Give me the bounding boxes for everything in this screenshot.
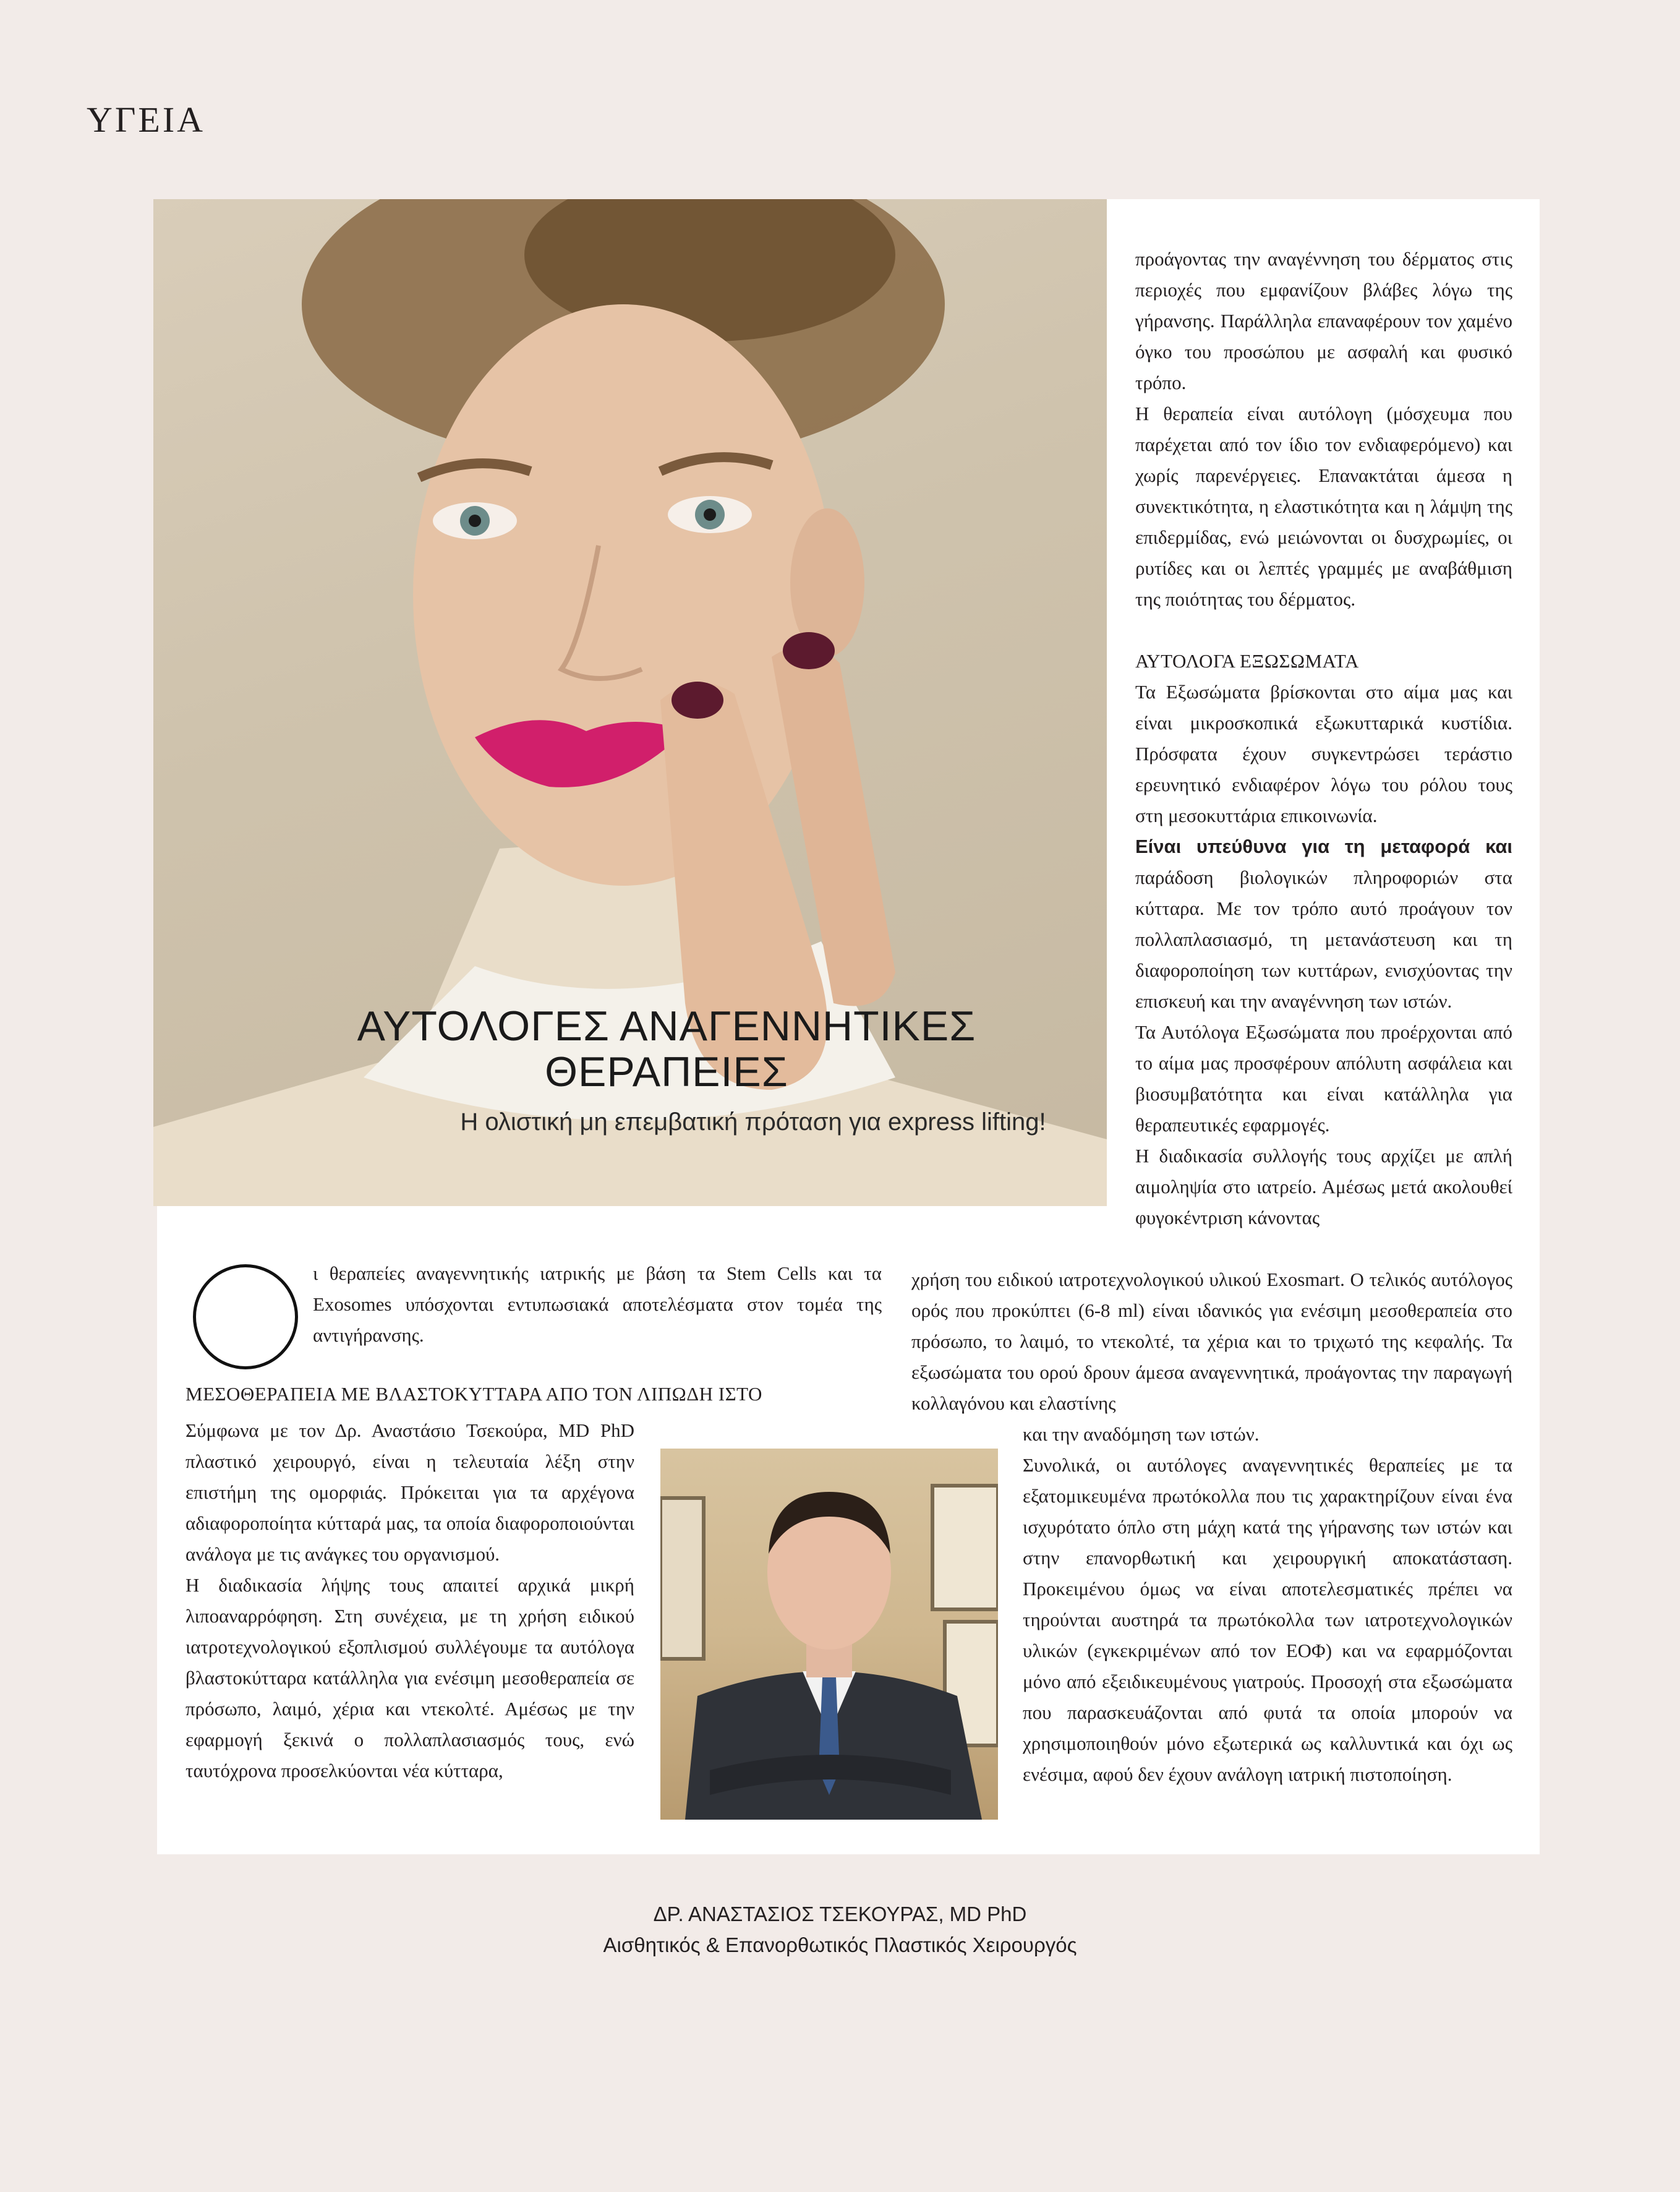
wide-column-lower — [1023, 1419, 1512, 1790]
right-column — [1135, 244, 1512, 1233]
left-paragraph-2: Η διαδικασία λήψης τους απαιτεί αρχικά μικρή λιποαναρρόφηση. Στη συνέχεια, με τη χρήση ειδικού ιατροτεχνολογικού εξοπλισμού συλλέγουμε τα αυτόλογα βλαστοκύτταρα κατάλληλα για ενέσιμη μεσοθεραπεία σε πρόσωπο, λαιμό, χέρια και ντεκολτέ. Αμέσως με την εφαρμογή ξεκινά ο πολλαπλασιασμός τους, ενώ ταυτόχρονα προσελκύονται νέα κύτταρα, — [185, 1574, 634, 1781]
section-label: ΥΓΕΙΑ — [87, 100, 206, 140]
right-paragraph-5: Τα Αυτόλογα Εξωσώματα που προέρχονται από το αίμα μας προσφέρουν απόλυτη ασφάλεια και βιοσυμβατότητα και είναι κατάλληλα για θεραπευτικές εφαρμογές. — [1135, 1021, 1512, 1136]
wide-paragraph-3: Συνολικά, οι αυτόλογες αναγεννητικές θεραπείες με τα εξατομικευμένα πρωτόκολλα που τις χαρακτηρίζουν είναι ένα ισχυρότατο όπλο στη μάχη κατά της γήρανσης των ιστών και στην επανορθωτική και χειρουργική αποκατάσταση. Προκειμένου όμως να είναι αποτελεσματικές πρέπει να τηρούνται αυστηρά τα πρωτόκολλα των ιατροτεχνολογικών υλικών (εγκεκριμένων από τον ΕΟΦ) και να εφαρμόζονται μόνο από εξειδικευμένους γιατρούς. Προσοχή στα εξωσώματα που παρασκευάζονται από φυτά τα οποία μπορούν να χρησιμοποιηθούν μόνο εξωτερικά ως καλλυντικά και όχι ως ενέσιμα, αφού δεν έχουν ανάλογη ιατρική πιστοποίηση. — [1023, 1454, 1512, 1785]
caption-doctor-title: Αισθητικός & Επανορθωτικός Πλαστικός Χειρουργός — [603, 1933, 1077, 1956]
drop-cap-letter — [193, 1264, 298, 1369]
intro-paragraph: ι θεραπείες αναγεννητικής ιατρικής με βάση τα Stem Cells και τα Exosomes υπόσχονται εντυπωσιακά αποτελέσματα στον τομέα της αντιγήρανσης. — [313, 1262, 882, 1346]
right-paragraph-4-bold: Είναι υπεύθυνα για τη μεταφορά και — [1135, 836, 1512, 857]
right-paragraph-6: Η διαδικασία συλλογής τους αρχίζει με απλή αιμοληψία στο ιατρείο. Αμέσως μετά ακολουθεί φυγοκέντριση κάνοντας — [1135, 1145, 1512, 1228]
article-subtitle: Η ολιστική μη επεμβατική πρόταση για express lifting! — [460, 1108, 1046, 1136]
wide-paragraph-2: και την αναδόμηση των ιστών. — [1023, 1423, 1260, 1445]
doctor-photo — [660, 1449, 998, 1820]
wide-column — [911, 1264, 1512, 1419]
right-paragraph-4 — [1135, 831, 1512, 1017]
article-title-line-1: ΑΥΤΟΛΟΓΕΣ ΑΝΑΓΕΝΝΗΤΙΚΕΣ — [357, 1003, 976, 1050]
right-paragraph-2: Η θεραπεία είναι αυτόλογη (μόσχευμα που παρέχεται από τον ίδιο τον ενδιαφερόμενο) και χωρίς παρενέργειες. Επανακτάται άμεσα η συνεκτικότητα, η ελαστικότητα και η λάμψη της επιδερμίδας, ενώ μειώνονται οι δυσχρωμίες, οι ρυτίδες και οι λεπτές γραμμές με αναβάθμιση της ποιότητας του δέρματος. — [1135, 403, 1512, 610]
wide-paragraph-1: χρήση του ειδικού ιατροτεχνολογικού υλικού Exosmart. Ο τελικός αυτόλογος ορός που προκύπτει (6-8 ml) είναι ιδανικός για ενέσιμη μεσοθεραπεία στο πρόσωπο, το λαιμό, το ντεκολτέ, τα χέρια και το τριχωτό της κεφαλής. Τα εξωσώματα του ορού δρουν άμεσα αναγεννητικά, προάγοντας την παραγωγή κολλαγόνου και ελαστίνης — [911, 1269, 1512, 1414]
left-paragraph-1: Σύμφωνα με τον Δρ. Αναστάσιο Τσεκούρα, MD PhD πλαστικό χειρουργό, είναι η τελευταία λέξη στην επιστήμη της ομορφιάς. Πρόκειται για τα αρχέγονα αδιαφοροποίητα κύτταρά μας, τα οποία διαφοροποιούνται ανάλογα με τις ανάγκες του οργανισμού. — [185, 1419, 634, 1565]
doctor-portrait-image — [660, 1449, 998, 1820]
right-paragraph-4-rest: παράδοση βιολογικών πληροφοριών στα κύτταρα. Με τον τρόπο αυτό προάγουν τον πολλαπλασιασμό, τη μετανάστευση και τη διαφοροποίηση των κυττάρων, ενισχύοντας την επισκευή και την αναγέννηση των ιστών. — [1135, 867, 1512, 1012]
right-paragraph-3: Τα Εξωσώματα βρίσκονται στο αίμα μας και είναι μικροσκοπικά εξωκυτταρικά κυστίδια. Πρόσφατα έχουν συγκεντρώσει τεράστιο ερευνητικό ενδιαφέρον λόγω του ρόλου τους στη μεσοκυττάρια επικοινωνία. — [1135, 681, 1512, 826]
left-column — [185, 1415, 634, 1786]
caption-doctor-name: ΔΡ. ΑΝΑΣΤΑΣΙΟΣ ΤΣΕΚΟΥΡΑΣ, MD PhD — [653, 1903, 1027, 1925]
article-title-line-2: ΘΕΡΑΠΕΙΕΣ — [545, 1048, 788, 1095]
article-title — [153, 1003, 1107, 1095]
section-heading-stem-cells: ΜΕΣΟΘΕΡΑΠΕΙΑ ΜΕ ΒΛΑΣΤΟΚΥΤΤΑΡΑ ΑΠΟ ΤΟΝ ΛΙΠΩΔΗ ΙΣΤΟ — [185, 1383, 762, 1405]
hero-photo — [153, 199, 1107, 1206]
section-heading-exosomes: ΑΥΤΟΛΟΓΑ ΕΞΩΣΩΜΑΤΑ — [1135, 650, 1359, 672]
right-paragraph-1: προάγοντας την αναγέννηση του δέρματος στις περιοχές που εμφανίζουν βλάβες λόγω της γήρανσης. Παράλληλα επαναφέρουν τον χαμένο όγκο του προσώπου με ασφαλή και φυσικό τρόπο. — [1135, 248, 1512, 393]
